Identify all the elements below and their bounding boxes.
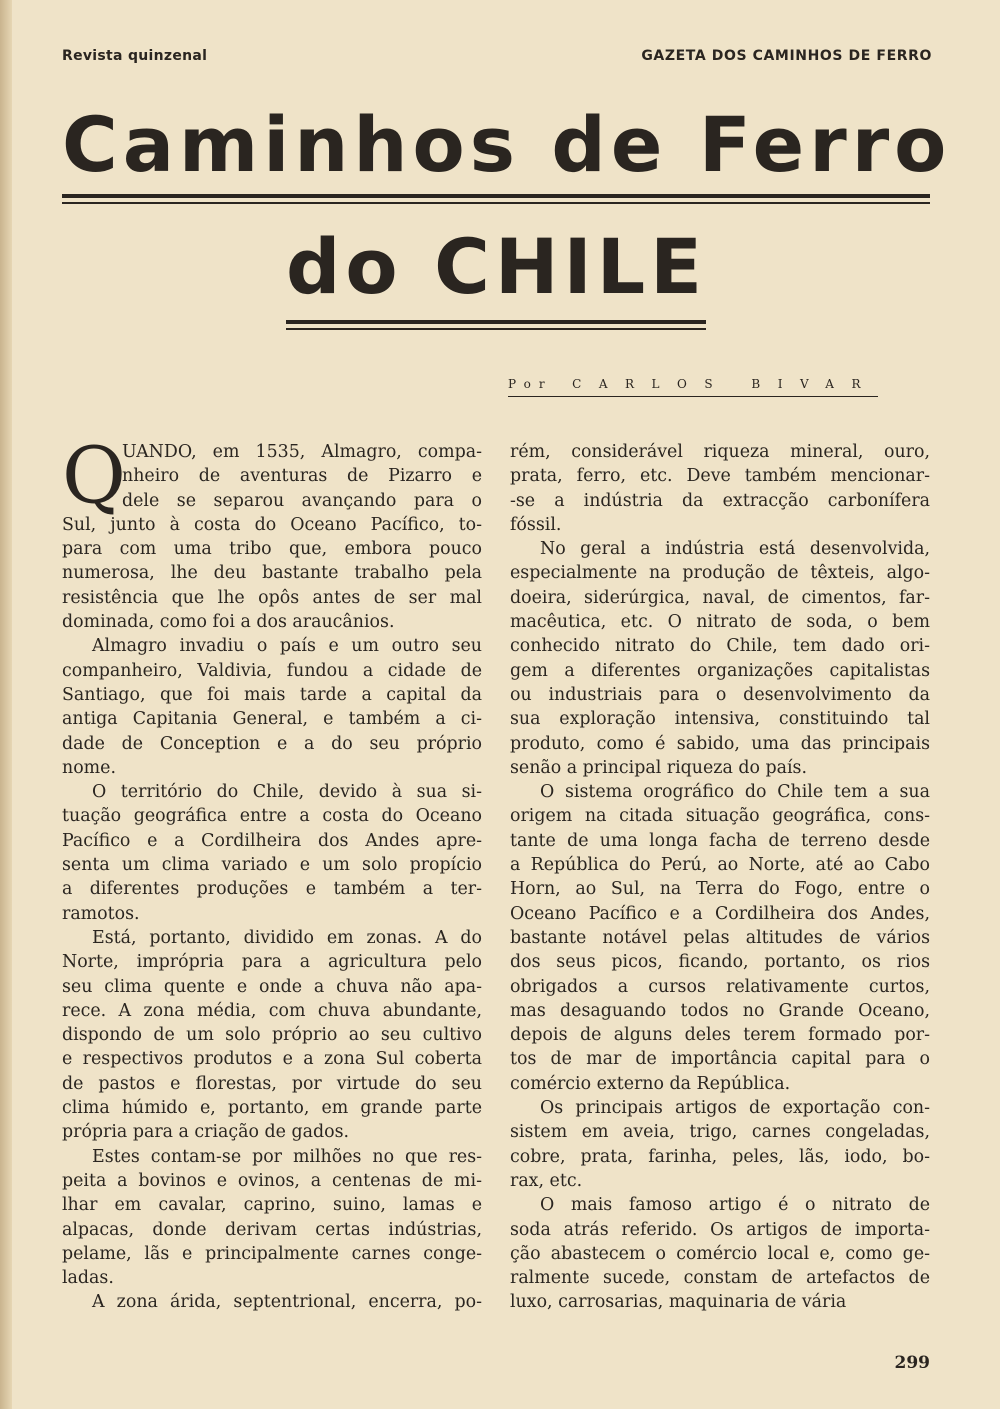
text-line: Norte, imprópria para a agricultura pelo	[62, 952, 482, 973]
text-line: Horn, ao Sul, na Terra do Fogo, entre o	[510, 879, 930, 900]
text-line: lhar em cavalar, caprino, suino, lamas e	[62, 1195, 482, 1216]
title-rule-bottom-thick	[286, 320, 706, 324]
text-line: tuação geográfica entre a costa do Oceano	[62, 806, 482, 827]
text-line: sua exploração intensiva, constituindo tal	[510, 709, 930, 730]
text-line: No geral a indústria está desenvolvida,	[540, 539, 930, 560]
text-line: produto, como é sabido, uma das principais	[510, 733, 930, 754]
running-header	[62, 48, 932, 72]
title-line-1: Caminhos de Ferro	[62, 100, 952, 189]
text-line: para com uma tribo que, embora pouco	[62, 539, 482, 560]
text-line: seu clima quente e onde a chuva não apa-	[62, 976, 482, 997]
text-line: origem na citada situação geográfica, cons-	[510, 806, 930, 827]
text-line: Estes contam-se por milhões no que res-	[92, 1146, 482, 1167]
text-line: O sistema orográfico do Chile tem a sua	[540, 782, 930, 803]
title-rule-top-thin	[62, 202, 930, 204]
text-line: ralmente sucede, constam de artefactos de	[510, 1268, 930, 1289]
byline	[508, 377, 878, 397]
title-line-2: do CHILE	[286, 222, 708, 311]
text-line: nheiro de aventuras de Pizarro e	[122, 466, 482, 487]
text-line: ramotos.	[62, 903, 140, 924]
article-column-left	[62, 440, 482, 1315]
text-line: Oceano Pacífico e a Cordilheira dos Andes,	[510, 903, 930, 924]
text-line: dominada, como foi a dos araucânios.	[62, 612, 395, 633]
text-line: prata, ferro, etc. Deve também mencionar-	[510, 466, 930, 487]
text-line: UANDO, em 1535, Almagro, compa-	[122, 442, 482, 462]
article-column-right	[510, 440, 930, 1315]
text-line: ladas.	[62, 1268, 114, 1289]
text-line: Sul, junto à costa do Oceano Pacífico, to-	[62, 514, 482, 535]
text-line: Pacífico e a Cordilheira dos Andes apre-	[62, 830, 482, 851]
text-line: especialmente na produção de têxteis, algo-	[510, 563, 930, 584]
text-line: tante de uma longa facha de terreno desde	[510, 830, 930, 851]
text-line: Santiago, que foi mais tarde a capital da	[62, 684, 482, 705]
text-line: Os principais artigos de exportação con-	[540, 1098, 930, 1119]
text-line: senta um clima variado e um solo propício	[62, 855, 482, 876]
text-line: soda atrás referido. Os artigos de importa-	[510, 1219, 930, 1240]
text-line: a República do Perú, ao Norte, até ao Cabo	[510, 855, 930, 876]
text-line: nome.	[62, 757, 116, 778]
text-line: sistem em aveia, trigo, carnes congeladas,	[510, 1122, 930, 1143]
text-line: clima húmido e, portanto, em grande parte	[62, 1098, 482, 1119]
header-right: GAZETA DOS CAMINHOS DE FERRO	[641, 48, 932, 64]
text-line: própria para a criação de gados.	[62, 1122, 350, 1143]
header-left: Revista quinzenal	[62, 48, 208, 64]
text-line: pelame, lãs e principalmente carnes conge-	[62, 1243, 482, 1264]
text-line: O mais famoso artigo é o nitrato de	[540, 1195, 930, 1216]
text-line: senão a principal riqueza do país.	[510, 757, 807, 778]
text-line: Almagro invadiu o país e um outro seu	[92, 636, 482, 657]
text-line: mas desaguando todos no Grande Oceano,	[510, 1000, 930, 1021]
text-line: dele se separou avançando para o	[122, 490, 482, 511]
page-edge	[0, 0, 12, 1409]
byline-prefix: Por	[508, 377, 553, 391]
page-number: 299	[894, 1353, 930, 1373]
text-line: luxo, carrosarias, maquinaria de vária	[510, 1292, 847, 1313]
text-line: O território do Chile, devido à sua si-	[92, 782, 482, 803]
text-line: antiga Capitania General, e também a ci-	[62, 709, 482, 730]
text-line: macêutica, etc. O nitrato de soda, o bem	[510, 612, 930, 633]
text-line: rém, considerável riqueza mineral, ouro,	[510, 442, 930, 462]
text-line: conhecido nitrato do Chile, tem dado ori-	[510, 636, 930, 657]
text-line: rece. A zona média, com chuva abundante,	[62, 1000, 482, 1021]
text-line: dispondo de um solo próprio ao seu cultivo	[62, 1025, 482, 1046]
text-line: ou industriais para o desenvolvimento da	[510, 684, 930, 705]
text-line: ção abastecem o comércio local e, como ge-	[510, 1243, 930, 1264]
text-line: dos seus picos, ficando, portanto, os rios	[510, 952, 930, 973]
title-rule-bottom-thin	[286, 328, 706, 330]
text-line: depois de alguns deles terem formado por-	[510, 1025, 930, 1046]
text-line: Está, portanto, dividido em zonas. A do	[92, 927, 482, 948]
text-line: bastante notável pelas altitudes de vários	[510, 927, 930, 948]
text-line: rax, etc.	[510, 1170, 583, 1191]
text-line: doeira, siderúrgica, naval, de cimentos, far-	[510, 587, 930, 608]
drop-cap: Q	[62, 431, 126, 521]
title-rule-top-thick	[62, 194, 930, 198]
text-line: peita a bovinos e ovinos, a centenas de mi-	[62, 1170, 482, 1191]
text-line: de pastos e florestas, por virtude do seu	[62, 1073, 482, 1094]
text-line: gem a diferentes organizações capitalistas	[510, 660, 930, 681]
text-line: -se a indústria da extracção carbonífera	[510, 490, 930, 511]
text-line: numerosa, lhe deu bastante trabalho pela	[62, 563, 482, 584]
text-line: a diferentes produções e também a ter-	[62, 879, 482, 900]
text-line: cobre, prata, farinha, peles, lãs, iodo, bo-	[510, 1146, 930, 1167]
byline-author: CARLOS BIVAR	[572, 377, 878, 391]
text-line: obrigados a cursos relativamente curtos,	[510, 976, 930, 997]
text-line: fóssil.	[510, 514, 562, 535]
text-line: companheiro, Valdivia, fundou a cidade de	[62, 660, 482, 681]
text-line: tos de mar de importância capital para o	[510, 1049, 930, 1070]
text-line: e respectivos produtos e a zona Sul coberta	[62, 1049, 482, 1070]
text-line: comércio externo da República.	[510, 1073, 791, 1094]
text-line: alpacas, donde derivam certas indústrias,	[62, 1219, 482, 1240]
text-line: dade de Conception e a do seu próprio	[62, 733, 482, 754]
text-line: A zona árida, septentrional, encerra, po-	[92, 1292, 482, 1313]
text-line: resistência que lhe opôs antes de ser mal	[62, 587, 482, 608]
